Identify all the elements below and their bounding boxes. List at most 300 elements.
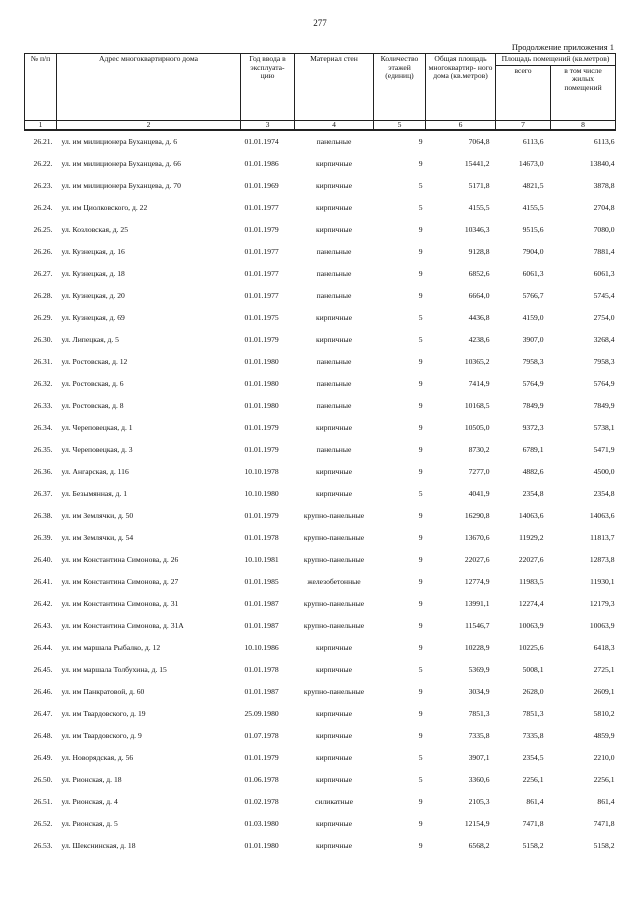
table-row [25, 197, 616, 219]
row-year: 10.10.1980 [244, 489, 279, 499]
row-premises-total: 2354,5 [522, 753, 544, 763]
row-year: 01.01.1978 [244, 665, 279, 675]
row-premises-total: 11929,2 [519, 533, 544, 543]
row-premises-total: 4159,0 [522, 313, 544, 323]
row-number: 26.51. [33, 797, 53, 807]
row-year: 01.01.1979 [244, 753, 279, 763]
row-premises-total: 7904,0 [522, 247, 544, 257]
row-address: ул. им Циолковского, д. 22 [61, 203, 148, 213]
row-living-area: 7849,9 [593, 401, 615, 411]
row-floors: 9 [418, 687, 423, 697]
row-total-area: 10228,9 [464, 643, 490, 653]
table-row [25, 329, 616, 351]
row-total-area: 3034,9 [468, 687, 490, 697]
row-address: ул. им Землячки, д. 54 [61, 533, 134, 543]
row-number: 26.21. [33, 137, 53, 147]
row-living-area: 2725,1 [593, 665, 615, 675]
row-address: ул. Череповецкая, д. 1 [61, 423, 133, 433]
row-year: 01.01.1978 [244, 533, 279, 543]
row-premises-total: 2628,0 [522, 687, 544, 697]
row-number: 26.38. [33, 511, 53, 521]
row-year: 01.01.1979 [244, 511, 279, 521]
row-material: кирпичные [315, 203, 353, 213]
row-material: крупно-панельные [303, 555, 365, 565]
row-premises-total: 4821,5 [522, 181, 544, 191]
row-number: 26.52. [33, 819, 53, 829]
row-premises-total: 6113,6 [522, 137, 544, 147]
row-premises-total: 2256,1 [522, 775, 544, 785]
row-material: кирпичные [315, 819, 353, 829]
row-floors: 9 [418, 247, 423, 257]
row-year: 01.01.1987 [244, 599, 279, 609]
row-number: 26.26. [33, 247, 53, 257]
table-row [25, 549, 616, 571]
row-material: кирпичные [315, 665, 353, 675]
row-address: ул. им милиционера Буханцева, д. 70 [61, 181, 181, 191]
row-number: 26.42. [33, 599, 53, 609]
row-address: ул. Новорядская, д. 56 [61, 753, 134, 763]
col-number: 4 [295, 120, 374, 130]
row-premises-total: 9515,6 [522, 225, 544, 235]
row-total-area: 6568,2 [468, 841, 490, 851]
row-premises-total: 11983,5 [519, 577, 544, 587]
row-premises-total: 2354,8 [522, 489, 544, 499]
row-address: ул. Кузнецкая, д. 69 [61, 313, 125, 323]
header-living: в том числе жилых помещений [551, 65, 616, 120]
row-number: 26.36. [33, 467, 53, 477]
row-premises-total: 7851,3 [522, 709, 544, 719]
row-material: кирпичные [315, 841, 353, 851]
table-row [25, 241, 616, 263]
row-floors: 9 [418, 379, 423, 389]
row-floors: 5 [418, 203, 423, 213]
row-total-area: 13991,1 [464, 599, 490, 609]
row-material: железобетонные [307, 577, 361, 587]
row-year: 01.01.1987 [244, 621, 279, 631]
row-premises-total: 4155,5 [522, 203, 544, 213]
row-material: крупно-панельные [303, 599, 365, 609]
row-material: панельные [316, 247, 352, 257]
row-floors: 9 [418, 225, 423, 235]
table-row [25, 461, 616, 483]
row-material: панельные [316, 401, 352, 411]
row-number: 26.49. [33, 753, 53, 763]
row-material: панельные [316, 291, 352, 301]
row-year: 01.01.1980 [244, 401, 279, 411]
row-total-area: 10168,5 [464, 401, 490, 411]
row-premises-total: 7335,8 [522, 731, 544, 741]
table-row [25, 263, 616, 285]
row-floors: 9 [418, 709, 423, 719]
header-address: Адрес многоквартирного дома [57, 54, 241, 121]
row-floors: 5 [418, 665, 423, 675]
row-number: 26.40. [33, 555, 53, 565]
row-living-area: 12873,8 [589, 555, 615, 565]
row-floors: 5 [418, 489, 423, 499]
row-floors: 5 [418, 313, 423, 323]
table-row [25, 681, 616, 703]
row-address: ул. Липецкая, д. 5 [61, 335, 119, 345]
row-material: кирпичные [315, 181, 353, 191]
row-living-area: 5158,2 [593, 841, 615, 851]
row-total-area: 5171,8 [468, 181, 490, 191]
row-address: ул. Ангарская, д. 116 [61, 467, 129, 477]
row-material: крупно-панельные [303, 687, 365, 697]
row-premises-total: 10225,6 [518, 643, 544, 653]
row-premises-total: 22027,6 [518, 555, 544, 565]
col-number: 3 [241, 120, 295, 130]
row-address: ул. Рионская, д. 5 [61, 819, 118, 829]
row-material: крупно-панельные [303, 533, 365, 543]
row-address: ул. им Константина Симонова, д. 27 [61, 577, 179, 587]
row-premises-total: 3907,0 [522, 335, 544, 345]
row-floors: 9 [418, 577, 423, 587]
row-premises-total: 7471,8 [522, 819, 544, 829]
row-living-area: 7958,3 [593, 357, 615, 367]
table-row [25, 725, 616, 747]
row-material: кирпичные [315, 225, 353, 235]
row-total-area: 6664,0 [468, 291, 490, 301]
row-total-area: 10505,0 [464, 423, 490, 433]
row-floors: 9 [418, 269, 423, 279]
row-total-area: 16290,8 [464, 511, 490, 521]
row-floors: 9 [418, 445, 423, 455]
row-total-area: 9128,8 [468, 247, 490, 257]
table-row [25, 747, 616, 769]
row-address: ул. Козловская, д. 25 [61, 225, 129, 235]
row-total-area: 12774,9 [464, 577, 490, 587]
row-year: 01.01.1979 [244, 423, 279, 433]
row-total-area: 10365,2 [464, 357, 490, 367]
row-living-area: 4500,0 [593, 467, 615, 477]
row-floors: 9 [418, 797, 423, 807]
row-address: ул. им Константина Симонова, д. 26 [61, 555, 179, 565]
table-row [25, 307, 616, 329]
row-year: 01.01.1979 [244, 335, 279, 345]
table-body [25, 130, 616, 857]
table-row [25, 615, 616, 637]
row-floors: 9 [418, 357, 423, 367]
row-material: кирпичные [315, 335, 353, 345]
table-row [25, 285, 616, 307]
row-premises-total: 5766,7 [522, 291, 544, 301]
row-material: силикатные [315, 797, 353, 807]
row-year: 01.07.1978 [244, 731, 279, 741]
col-number: 1 [25, 120, 57, 130]
row-material: кирпичные [315, 643, 353, 653]
row-total-area: 15441,2 [464, 159, 490, 169]
row-premises-total: 5158,2 [522, 841, 544, 851]
table-row [25, 175, 616, 197]
row-total-area: 2105,3 [468, 797, 490, 807]
row-number: 26.37. [33, 489, 53, 499]
row-total-area: 3360,6 [468, 775, 490, 785]
row-number: 26.27. [33, 269, 53, 279]
row-number: 26.35. [33, 445, 53, 455]
row-total-area: 5369,9 [468, 665, 490, 675]
row-floors: 9 [418, 731, 423, 741]
row-material: панельные [316, 137, 352, 147]
row-premises-total: 5008,1 [522, 665, 544, 675]
row-premises-total: 5764,9 [522, 379, 544, 389]
row-floors: 9 [418, 511, 423, 521]
row-floors: 9 [418, 159, 423, 169]
row-living-area: 6113,6 [593, 137, 615, 147]
row-number: 26.44. [33, 643, 53, 653]
row-material: кирпичные [315, 753, 353, 763]
row-number: 26.34. [33, 423, 53, 433]
table-row [25, 351, 616, 373]
table-row [25, 130, 616, 153]
row-total-area: 7851,3 [468, 709, 490, 719]
table-row [25, 219, 616, 241]
table-row [25, 791, 616, 813]
row-living-area: 7080,0 [593, 225, 615, 235]
row-year: 01.01.1974 [244, 137, 279, 147]
row-total-area: 7277,0 [468, 467, 490, 477]
row-floors: 9 [418, 533, 423, 543]
row-number: 26.39. [33, 533, 53, 543]
row-year: 01.01.1986 [244, 159, 279, 169]
row-number: 26.45. [33, 665, 53, 675]
row-address: ул. им маршала Толбухина, д. 15 [61, 665, 167, 675]
table-row [25, 153, 616, 175]
table-row [25, 769, 616, 791]
row-year: 01.01.1980 [244, 357, 279, 367]
row-premises-total: 12274,4 [518, 599, 544, 609]
row-material: крупно-панельные [303, 621, 365, 631]
row-living-area: 2354,8 [593, 489, 615, 499]
header-premises: Площадь помещений (кв.метров) [496, 54, 616, 66]
row-total-area: 7414,9 [468, 379, 490, 389]
row-living-area: 7471,8 [593, 819, 615, 829]
row-living-area: 7881,4 [593, 247, 615, 257]
row-living-area: 2754,0 [593, 313, 615, 323]
row-living-area: 10063,9 [589, 621, 615, 631]
row-year: 10.10.1981 [244, 555, 279, 565]
row-year: 01.01.1987 [244, 687, 279, 697]
row-total-area: 12154,9 [464, 819, 490, 829]
row-address: ул. Шекснинская, д. 18 [61, 841, 136, 851]
row-material: кирпичные [315, 731, 353, 741]
row-floors: 9 [418, 819, 423, 829]
row-living-area: 2210,0 [593, 753, 615, 763]
row-living-area: 14063,6 [589, 511, 615, 521]
row-total-area: 13670,6 [464, 533, 490, 543]
row-address: ул. Рионская, д. 18 [61, 775, 122, 785]
row-address: ул. им Панкратовой, д. 60 [61, 687, 145, 697]
row-year: 10.10.1986 [244, 643, 279, 653]
row-total-area: 7335,8 [468, 731, 490, 741]
header-material: Материал стен [295, 54, 374, 121]
row-living-area: 5745,4 [593, 291, 615, 301]
row-living-area: 861,4 [597, 797, 615, 807]
col-number: 2 [57, 120, 241, 130]
table-row [25, 439, 616, 461]
row-premises-total: 9372,3 [522, 423, 544, 433]
page-number: 277 [313, 18, 327, 28]
table-row [25, 395, 616, 417]
row-material: панельные [316, 445, 352, 455]
row-material: кирпичные [315, 489, 353, 499]
row-material: панельные [316, 379, 352, 389]
table-row [25, 835, 616, 857]
row-address: ул. им Землячки, д. 50 [61, 511, 134, 521]
row-living-area: 11813,7 [590, 533, 615, 543]
row-year: 01.01.1977 [244, 291, 279, 301]
row-year: 01.01.1975 [244, 313, 279, 323]
row-year: 01.01.1979 [244, 225, 279, 235]
table-row [25, 505, 616, 527]
row-address: ул. им маршала Рыбалко, д. 12 [61, 643, 161, 653]
row-number: 26.53. [33, 841, 53, 851]
row-total-area: 4155,5 [468, 203, 490, 213]
continuation-note: Продолжение приложения 1 [511, 42, 614, 52]
row-number: 26.22. [33, 159, 53, 169]
row-premises-total: 6061,3 [522, 269, 544, 279]
row-living-area: 5810,2 [593, 709, 615, 719]
row-living-area: 5471,9 [593, 445, 615, 455]
header-num: № п/п [25, 54, 57, 121]
row-year: 01.06.1978 [244, 775, 279, 785]
header-year: Год ввода в эксплуата- цию [241, 54, 295, 121]
row-floors: 5 [418, 335, 423, 345]
row-premises-total: 4882,6 [522, 467, 544, 477]
row-floors: 9 [418, 643, 423, 653]
row-number: 26.32. [33, 379, 53, 389]
header-total: всего [496, 65, 551, 120]
table-row [25, 593, 616, 615]
row-year: 01.03.1980 [244, 819, 279, 829]
row-address: ул. Кузнецкая, д. 18 [61, 269, 125, 279]
row-year: 01.01.1985 [244, 577, 279, 587]
row-floors: 5 [418, 181, 423, 191]
row-year: 01.01.1979 [244, 445, 279, 455]
row-material: крупно-панельные [303, 511, 365, 521]
row-material: кирпичные [315, 709, 353, 719]
header-area: Общая площадь многоквартир- ного дома (кв.метров) [426, 54, 496, 121]
row-address: ул. Череповецкая, д. 3 [61, 445, 133, 455]
row-material: панельные [316, 269, 352, 279]
row-year: 01.01.1977 [244, 203, 279, 213]
row-floors: 5 [418, 775, 423, 785]
row-year: 25.09.1980 [244, 709, 279, 719]
row-number: 26.29. [33, 313, 53, 323]
col-number: 7 [496, 120, 551, 130]
table-row [25, 637, 616, 659]
row-total-area: 4041,9 [468, 489, 490, 499]
row-number: 26.50. [33, 775, 53, 785]
row-address: ул. Ростовская, д. 12 [61, 357, 128, 367]
row-number: 26.23. [33, 181, 53, 191]
row-living-area: 6418,3 [593, 643, 615, 653]
row-address: ул. Безымянная, д. 1 [61, 489, 128, 499]
row-address: ул. им Твардовского, д. 9 [61, 731, 142, 741]
row-premises-total: 861,4 [526, 797, 544, 807]
row-living-area: 2609,1 [593, 687, 615, 697]
table-header [25, 54, 616, 130]
row-living-area: 5738,1 [593, 423, 615, 433]
row-material: кирпичные [315, 467, 353, 477]
row-address: ул. Ростовская, д. 6 [61, 379, 124, 389]
row-number: 26.46. [33, 687, 53, 697]
row-total-area: 22027,6 [464, 555, 490, 565]
row-number: 26.43. [33, 621, 53, 631]
row-year: 01.01.1980 [244, 841, 279, 851]
row-address: ул. Рионская, д. 4 [61, 797, 118, 807]
table-row [25, 659, 616, 681]
table-row [25, 703, 616, 725]
row-floors: 9 [418, 621, 423, 631]
row-total-area: 4238,6 [468, 335, 490, 345]
table-row [25, 483, 616, 505]
row-premises-total: 6789,1 [522, 445, 544, 455]
housing-registry-table [24, 53, 616, 857]
table-row [25, 571, 616, 593]
row-address: ул. им Константина Симонова, д. 31 [61, 599, 179, 609]
row-floors: 9 [418, 423, 423, 433]
row-living-area: 2256,1 [593, 775, 615, 785]
table-row [25, 527, 616, 549]
row-number: 26.41. [33, 577, 53, 587]
row-number: 26.30. [33, 335, 53, 345]
row-living-area: 6061,3 [593, 269, 615, 279]
row-material: кирпичные [315, 159, 353, 169]
row-material: кирпичные [315, 775, 353, 785]
row-total-area: 7064,8 [468, 137, 490, 147]
row-total-area: 6852,6 [468, 269, 490, 279]
table-row [25, 813, 616, 835]
row-number: 26.31. [33, 357, 53, 367]
row-year: 01.01.1977 [244, 247, 279, 257]
row-year: 10.10.1978 [244, 467, 279, 477]
row-total-area: 11546,7 [465, 621, 490, 631]
row-year: 01.01.1977 [244, 269, 279, 279]
row-floors: 9 [418, 467, 423, 477]
row-premises-total: 7958,3 [522, 357, 544, 367]
col-number: 5 [374, 120, 426, 130]
row-living-area: 4859,9 [593, 731, 615, 741]
row-living-area: 11930,1 [590, 577, 615, 587]
row-material: панельные [316, 357, 352, 367]
row-premises-total: 14063,6 [518, 511, 544, 521]
row-total-area: 8730,2 [468, 445, 490, 455]
row-premises-total: 7849,9 [522, 401, 544, 411]
row-living-area: 12179,3 [589, 599, 615, 609]
row-living-area: 5764,9 [593, 379, 615, 389]
row-material: кирпичные [315, 313, 353, 323]
row-number: 26.47. [33, 709, 53, 719]
row-floors: 9 [418, 841, 423, 851]
row-number: 26.33. [33, 401, 53, 411]
row-floors: 9 [418, 401, 423, 411]
col-number: 6 [426, 120, 496, 130]
row-year: 01.01.1969 [244, 181, 279, 191]
row-address: ул. Ростовская, д. 8 [61, 401, 124, 411]
row-living-area: 3878,8 [593, 181, 615, 191]
row-number: 26.28. [33, 291, 53, 301]
table-row [25, 417, 616, 439]
row-address: ул. им Константина Симонова, д. 31А [61, 621, 184, 631]
header-floors: Количество этажей (единиц) [374, 54, 426, 121]
row-premises-total: 10063,9 [518, 621, 544, 631]
row-address: ул. им Твардовского, д. 19 [61, 709, 146, 719]
row-total-area: 3907,1 [468, 753, 490, 763]
row-floors: 9 [418, 291, 423, 301]
row-floors: 9 [418, 137, 423, 147]
col-number: 8 [551, 120, 616, 130]
row-year: 01.02.1978 [244, 797, 279, 807]
